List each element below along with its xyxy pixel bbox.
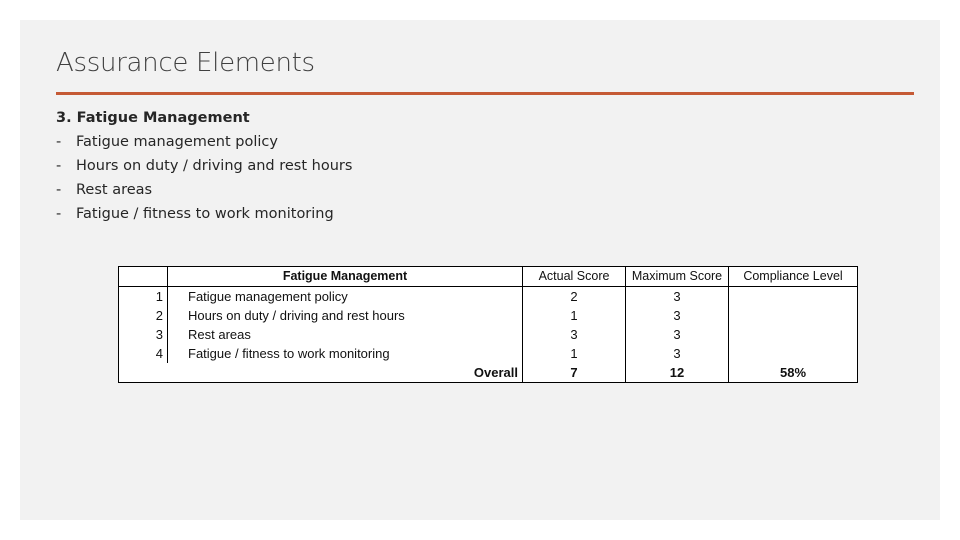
overall-actual-score: 7 — [523, 363, 626, 383]
section-content — [56, 106, 352, 226]
overall-maximum-score: 12 — [626, 363, 729, 383]
table-row — [119, 287, 858, 307]
overall-label: Overall — [119, 363, 523, 383]
bullet-text: Hours on duty / driving and rest hours — [76, 158, 353, 174]
header-maximum-score: Maximum Score — [626, 267, 729, 287]
overall-row — [119, 363, 858, 383]
slide — [20, 20, 940, 520]
table-row — [119, 344, 858, 363]
slide-title: Assurance Elements — [56, 48, 315, 78]
row-maximum-score: 3 — [626, 306, 729, 325]
row-compliance-level — [729, 306, 858, 325]
bullet-text: Fatigue management policy — [76, 134, 278, 150]
row-maximum-score: 3 — [626, 325, 729, 344]
header-topic: Fatigue Management — [168, 267, 523, 287]
row-number: 3 — [119, 325, 168, 344]
bullet-marker: - — [56, 206, 62, 222]
score-table — [118, 266, 858, 383]
row-actual-score: 1 — [523, 306, 626, 325]
bullet-marker: - — [56, 182, 62, 198]
header-num-cell — [119, 267, 168, 287]
row-compliance-level — [729, 287, 858, 307]
bullet-text: Rest areas — [76, 182, 153, 198]
section-heading: 3. Fatigue Management — [56, 110, 250, 126]
row-item-name: Fatigue management policy — [168, 287, 523, 307]
bullet-marker: - — [56, 134, 62, 150]
row-number: 2 — [119, 306, 168, 325]
bullet-item — [56, 178, 352, 202]
row-actual-score: 3 — [523, 325, 626, 344]
row-actual-score: 1 — [523, 344, 626, 363]
bullet-item — [56, 154, 352, 178]
row-maximum-score: 3 — [626, 344, 729, 363]
header-compliance-level: Compliance Level — [729, 267, 858, 287]
table-row — [119, 325, 858, 344]
row-item-name: Fatigue / fitness to work monitoring — [168, 344, 523, 363]
row-compliance-level — [729, 344, 858, 363]
row-actual-score: 2 — [523, 287, 626, 307]
header-actual-score: Actual Score — [523, 267, 626, 287]
row-item-name: Hours on duty / driving and rest hours — [168, 306, 523, 325]
bullet-item — [56, 130, 352, 154]
row-number: 4 — [119, 344, 168, 363]
row-number: 1 — [119, 287, 168, 307]
row-maximum-score: 3 — [626, 287, 729, 307]
bullet-item — [56, 202, 352, 226]
overall-compliance-level: 58% — [729, 363, 858, 383]
bullet-marker: - — [56, 158, 62, 174]
table-header-row — [119, 267, 858, 287]
row-compliance-level — [729, 325, 858, 344]
title-divider — [56, 92, 914, 95]
bullet-text: Fatigue / fitness to work monitoring — [76, 206, 334, 222]
table-row — [119, 306, 858, 325]
row-item-name: Rest areas — [168, 325, 523, 344]
